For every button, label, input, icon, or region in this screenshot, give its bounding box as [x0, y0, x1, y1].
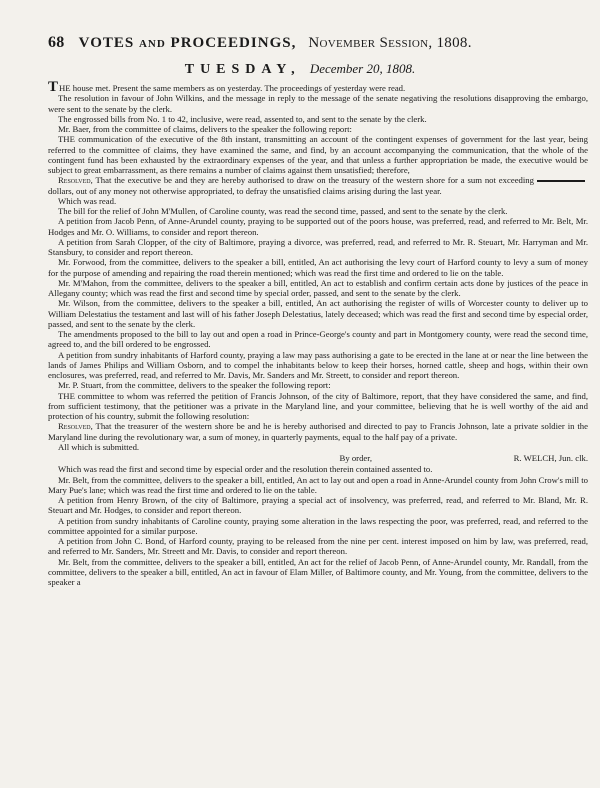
paragraph: Mr. Forwood, from the committee, delivers to the speaker a bill, entitled, An act authorising the levy court of Harford county to levy a sum of money for the purpose of amending and repairing the road therein mentioned; which was read the first time and ordered to lie on the table.	[48, 257, 588, 278]
paragraph: The amendments proposed to the bill to lay out and open a road in Prince-George's county and part in Montgomery county, were read the second time, agreed to, and the bill ordered to be engrossed.	[48, 329, 588, 350]
dateline	[0, 61, 600, 78]
dateline-date: December 20, 1808.	[309, 61, 416, 76]
paragraph: THE committee to whom was referred the petition of Francis Johnson, of the city of Baltimore, report, that they have considered the same, and find, from sufficient testimony, that the petitioner was a private in the Maryland line, and your committee, believing that he is well worthy of the aid and protection of his country, submit the following resolution:	[48, 390, 588, 421]
paragraph: Mr. P. Stuart, from the committee, delivers to the speaker the following report:	[58, 380, 331, 391]
running-head	[48, 34, 558, 52]
paragraph: Mr. M'Mahon, from the committee, delivers to the speaker a bill, entitled, An act to establish and confirm certain acts done by justices of the peace in Allegany county; which was read the first and second time by special order, passed, and sent to the senate by the clerk.	[48, 277, 588, 298]
paragraph: Mr. Belt, from the committee, delivers to the speaker a bill, entitled, An act to lay out and open a road in Anne-Arundel county from John Crow's mill to Mary Pue's lane; which was read the first time and ordered to lie on the table.	[48, 474, 588, 495]
page-number: 68	[48, 34, 65, 51]
signoff	[48, 453, 588, 463]
paragraph-text: That the treasurer of the western shore be and he is hereby authorised and directed to pay to Francis Johnson, late a private soldier in the Maryland line during the revolutionary war, a sum of money, in quarterly payments, equal to the half pay of a private.	[48, 421, 589, 442]
resolved-lead: Resolved,	[58, 421, 93, 432]
paragraph: A petition from Henry Brown, of the city of Baltimore, praying a special act of insolvency, was preferred, read, and referred to Mr. Bland, Mr. R. Steuart and Mr. Hodges, to consider and report thereon.	[48, 495, 588, 516]
paragraph: The resolution in favour of John Wilkins, and the message in reply to the message of the senate negativing the resolutions disapproving the embargo, were sent to the senate by the clerk.	[48, 93, 588, 114]
paragraph: A petition from Sarah Clopper, of the city of Baltimore, praying a divorce, was preferred, read, and referred to Mr. R. Steuart, Mr. Harryman and Mr. Stansbury, to consider and report thereon.	[48, 236, 588, 257]
paragraph-text: dollars, out of any money not otherwise appropriated, to defray the unsatisfied claims arising during the last year.	[48, 185, 442, 196]
paragraph-text: HE house met. Present the same members as on yesterday. The proceedings of yesterday were read.	[59, 83, 406, 93]
paragraph: Which was read the first and second time by especial order and the resolution therein contained assented to.	[58, 464, 433, 475]
drop-cap: T	[48, 79, 59, 95]
resolved-lead: Resolved,	[58, 175, 93, 186]
paragraph: A petition from John C. Bond, of Harford county, praying to be released from the nine per cent. interest imposed on him by law, was preferred, read, and referred to Mr. Sanders, Mr. Streett and Mr. Davis, to consider and report thereon.	[48, 536, 588, 557]
paragraph: Mr. Belt, from the committee, delivers to the speaker a bill, entitled, An act for the relief of Jacob Penn, of Anne-Arundel county, Mr. Randall, from the committee, delivers to the speaker a bill, entitled, An act in favour of Elam Miller, of Baltimore county, and Mr. Young, from the committee, delivers to the speaker a	[48, 556, 588, 587]
paragraph: All which is submitted.	[58, 441, 140, 452]
by-order: By order,	[339, 453, 372, 463]
paragraph-text: That the executive be and they are hereby authorised to draw on the treasury of the western shore for a sum not exceeding	[95, 175, 534, 186]
session-label: November Session, 1808.	[308, 35, 472, 51]
paragraph: A petition from sundry inhabitants of Caroline county, praying some alteration in the laws respecting the poor, was preferred, read, and referred to the committee appointed for a similar purpose.	[48, 515, 588, 536]
resolution-paragraph	[48, 421, 588, 442]
paragraph: A petition from sundry inhabitants of Harford county, praying a law may pass authorising a gate to be erected in the lane at or near the line between the lands of James Philips and William Osborn, and to compel the inhabitants below to keep their horses, horned cattle, sheep and hogs, within their own enclosures, was preferred, read, and referred to Mr. Davis, Mr. Sanders and Mr. Streett, to consider and report thereon.	[48, 349, 588, 380]
paragraph: A petition from Jacob Penn, of Anne-Arundel county, praying to be supported out of the poors house, was preferred, read, and referred to Mr. Belt, Mr. Hodges and Mr. O. Williams, to consider and report thereon.	[48, 216, 588, 237]
proceedings-text	[48, 79, 589, 587]
paragraph	[48, 79, 588, 95]
paragraph: Which was read.	[58, 195, 117, 206]
journal-title: VOTES and PROCEEDINGS,	[78, 35, 297, 51]
paragraph: Mr. Baer, from the committee of claims, delivers to the speaker the following report:	[58, 124, 352, 134]
resolution-paragraph	[48, 175, 588, 196]
blank-amount-line	[537, 180, 585, 182]
paragraph: The engrossed bills from No. 1 to 42, inclusive, were read, assented to, and sent to the senate by the clerk.	[58, 113, 427, 124]
dateline-day: TUESDAY,	[184, 62, 301, 77]
paragraph: THE communication of the executive of the 8th instant, transmitting an account of the contingent expenses of government for the last year, being referred to the committee of claims, they have examined the same, and find, by an account accompanying the communication, that the whole of the contingent fund has been exhausted by the extraordinary expenses of the year, and that unless a further appropriation be made, the executive would be subject to great embarrassment, as there remains a number of claims against them unsatisfied; therefore,	[48, 134, 588, 175]
clerk-signature: R. WELCH, Jun. clk.	[513, 453, 588, 463]
paragraph: Mr. Wilson, from the committee, delivers to the speaker a bill, entitled, An act authorising the register of wills of Worcester county to deliver up to William Delestatius the testament and last will of his father Joseph Delestatius, lately deceased; which was read the first and second time by especial order, passed, and sent to the senate by the clerk.	[48, 298, 588, 329]
paragraph: The bill for the relief of John M'Mullen, of Caroline county, was read the second time, passed, and sent to the senate by the clerk.	[58, 206, 508, 216]
